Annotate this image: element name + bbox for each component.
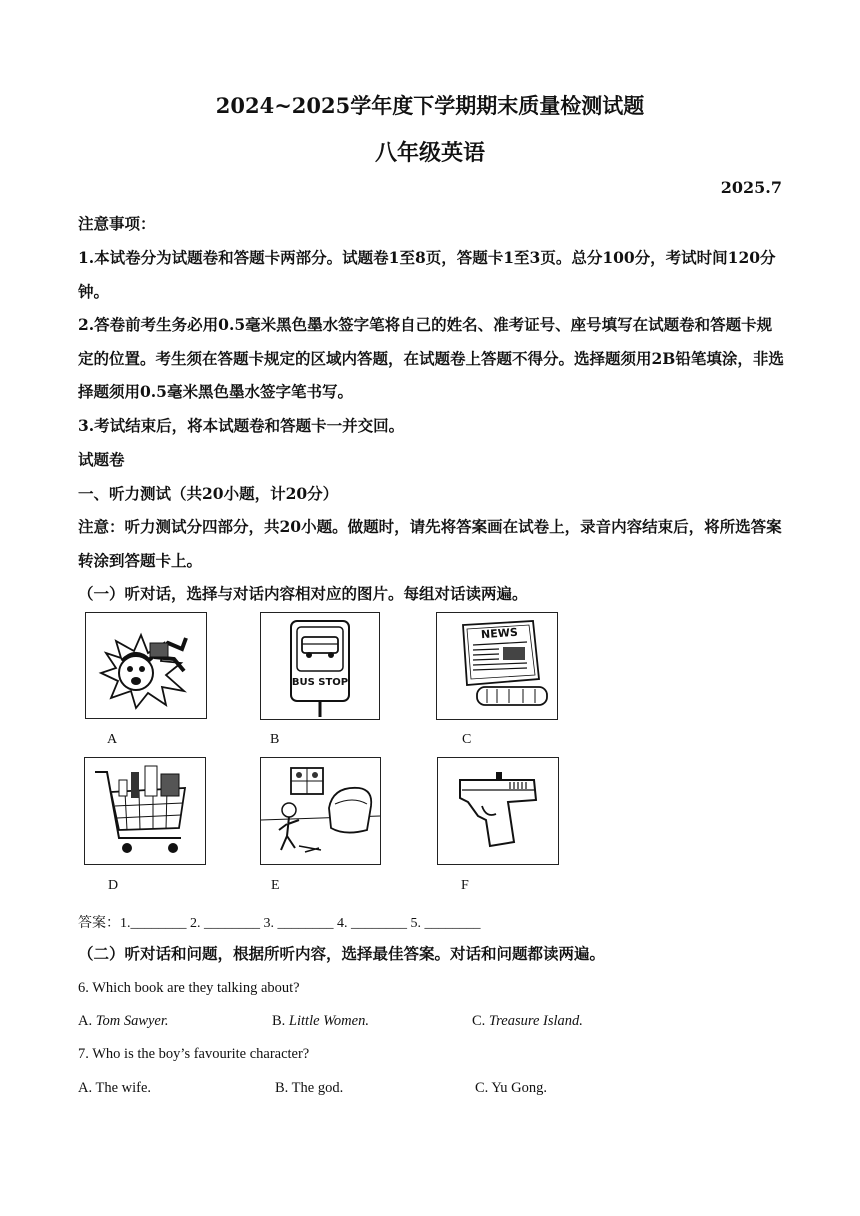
picture-a-label: A bbox=[107, 732, 118, 747]
notice-item-1: 1.本试卷分为试题卷和答题卡两部分。试题卷1至8页，答题卡1至3页。总分100分，考试时间120分钟。 bbox=[78, 248, 776, 301]
bus-stop-sign-icon bbox=[261, 613, 379, 719]
sub1-title: （一）听对话，选择与对话内容相对应的图片。每组对话读两遍。 bbox=[78, 584, 528, 603]
question-7-option-c: C. Yu Gong. bbox=[475, 1080, 547, 1096]
notice-item-2: 2.答卷前考生务必用0.5毫米黑色墨水签字笔将自己的姓名、准考证号、座号填写在试题卷和答题卡规定的位置。考生须在答题卡规定的区域内答题，在试题卷上答题不得分。选择题须用2B铅笔填涂，非选择题须用0.5毫米黑色墨水签字笔书写。 bbox=[78, 315, 784, 401]
page-title: 2024~2025学年度下学期期末质量检测试题 bbox=[215, 93, 645, 118]
messy-room-icon bbox=[261, 758, 380, 864]
notice-heading: 注意事项： bbox=[78, 214, 156, 233]
picture-a bbox=[85, 612, 207, 719]
part1-note: 注意：听力测试分四部分，共20小题。做题时，请先将答案画在试卷上，录音内容结束后，将所选答案转涂到答题卡上。 bbox=[78, 517, 782, 570]
picture-e bbox=[260, 757, 381, 865]
question-6-option-b: B. Little Women. bbox=[272, 1013, 369, 1029]
part1-title: 一、听力测试（共20小题，计20分） bbox=[78, 484, 339, 503]
picture-f-label: F bbox=[461, 878, 469, 893]
question-7-option-b: B. The god. bbox=[275, 1080, 344, 1096]
page-subtitle: 八年级英语 bbox=[374, 140, 485, 166]
picture-f bbox=[437, 757, 559, 865]
news-text: NEWS bbox=[480, 625, 519, 642]
shopping-cart-icon bbox=[85, 758, 205, 864]
pistol-icon bbox=[438, 758, 558, 864]
bus-stop-text: BUS STOP bbox=[291, 677, 349, 688]
notice-item-3: 3.考试结束后，将本试题卷和答题卡一并交回。 bbox=[78, 416, 405, 435]
picture-d-label: D bbox=[108, 878, 119, 893]
picture-c-label: C bbox=[462, 732, 472, 747]
answers-line: 答案：1.________ 2. ________ 3. ________ 4. ________ 5. ________ bbox=[78, 916, 481, 931]
question-6-option-a: A. Tom Sawyer. bbox=[78, 1013, 169, 1029]
picture-b-label: B bbox=[270, 732, 280, 747]
fallen-person-icon bbox=[86, 613, 206, 718]
question-6-option-c: C. Treasure Island. bbox=[472, 1013, 583, 1029]
paper-label: 试题卷 bbox=[78, 450, 125, 469]
sub2-title: （二）听对话和问题，根据所听内容，选择最佳答案。对话和问题都读两遍。 bbox=[78, 944, 606, 963]
question-7: 7. Who is the boy’s favourite character? bbox=[78, 1046, 310, 1062]
exam-date: 2025.7 bbox=[720, 178, 782, 197]
question-7-option-a: A. The wife. bbox=[78, 1080, 152, 1096]
picture-b bbox=[260, 612, 380, 720]
picture-e-label: E bbox=[271, 878, 280, 893]
picture-d bbox=[84, 757, 206, 865]
picture-c bbox=[436, 612, 558, 720]
question-6: 6. Which book are they talking about? bbox=[78, 980, 300, 996]
